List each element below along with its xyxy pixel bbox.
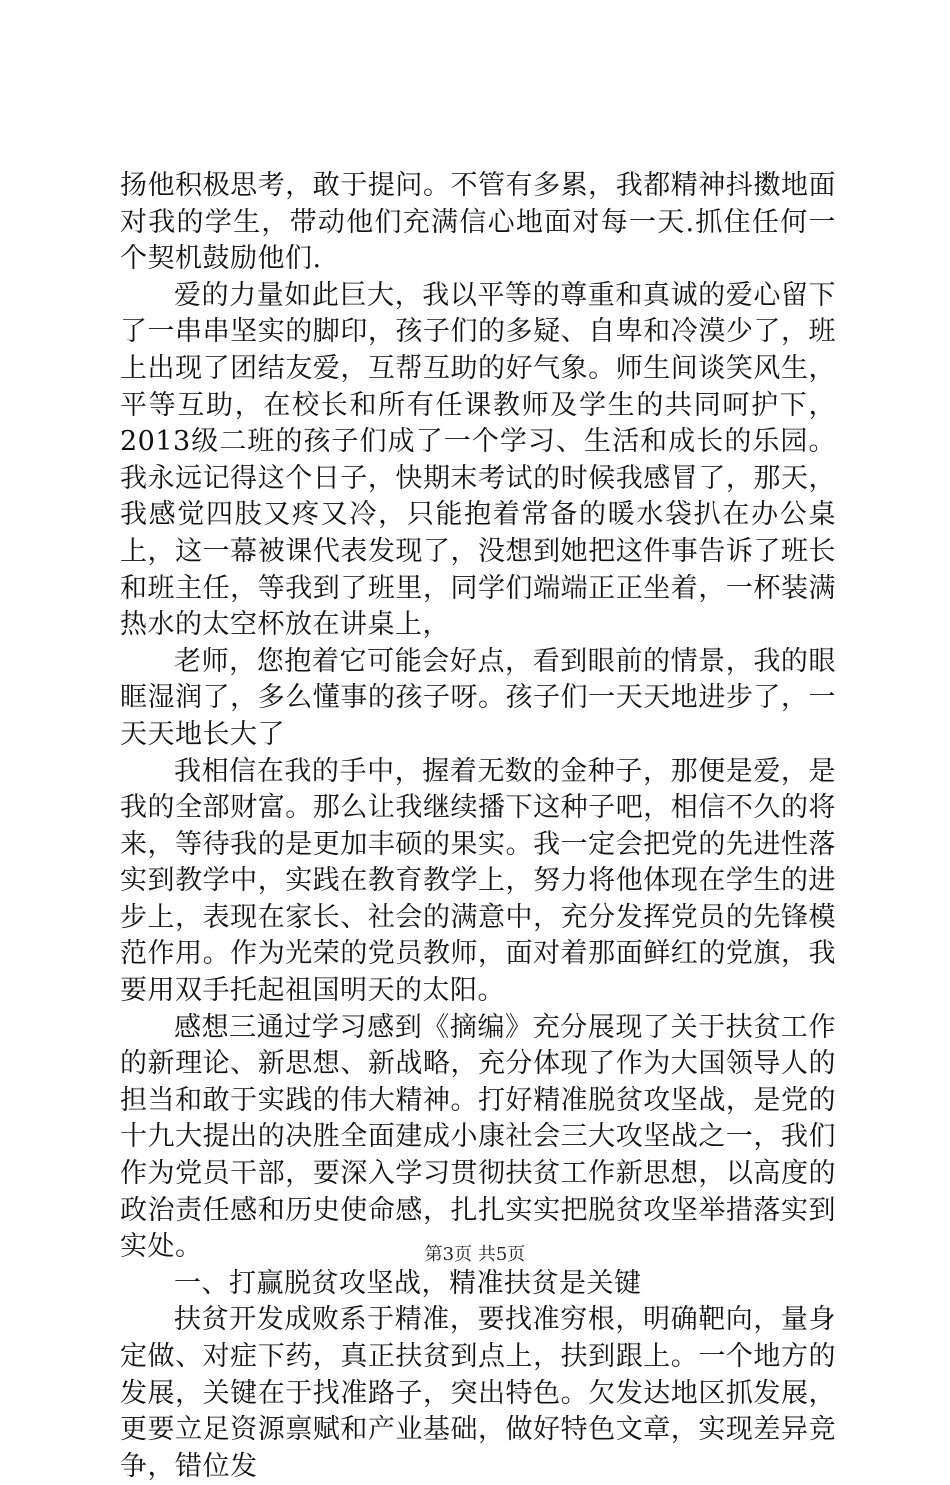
paragraph-teacher-quote: 老师，您抱着它可能会好点，看到眼前的情景，我的眼眶湿润了，多么懂事的孩子呀。孩子们一天天地进步了，一天天地长大了	[120, 645, 836, 750]
page-number-footer: 第3页 共5页	[424, 1244, 526, 1265]
document-body	[120, 168, 836, 1485]
section-heading: 一、打赢脱贫攻坚战，精准扶贫是关键	[174, 1267, 642, 1299]
paragraph-continued: 扬他积极思考，敢于提问。不管有多累，我都精神抖擞地面对我的学生，带动他们充满信心地面对每一天.抓住任何一个契机鼓励他们.	[120, 170, 836, 275]
paragraph-love-power: 爱的力量如此巨大，我以平等的尊重和真诚的爱心留下了一串串坚实的脚印，孩子们的多疑、自卑和冷漠少了，班上出现了团结友爱，互帮互助的好气象。师生间谈笑风生，平等互助，在校长和所有任课教师及学生的共同呵护下，2013级二班的孩子们成了一个学习、生活和成长的乐园。我永远记得这个日子，快期末考试的时候我感冒了，那天，我感觉四肢又疼又冷，只能抱着常备的暖水袋扒在办公桌上，这一幕被课代表发现了，没想到她把这件事告诉了班长和班主任，等我到了班里，同学们端端正正坐着，一杯装满热水的太空杯放在讲桌上，	[120, 279, 836, 641]
paragraph-golden-seeds: 我相信在我的手中，握着无数的金种子，那便是爱，是我的全部财富。那么让我继续播下这种子吧，相信不久的将来，等待我的是更加丰硕的果实。我一定会把党的先进性落实到教学中，实践在教育教学上，努力将他体现在学生的进步上，表现在家长、社会的满意中，充分发挥党员的先锋模范作用。作为光荣的党员教师，面对着那面鲜红的党旗，我要用双手托起祖国明天的太阳。	[120, 755, 836, 1007]
paragraph-poverty-alleviation: 扶贫开发成败系于精准，要找准穷根，明确靶向，量身定做、对症下药，真正扶贫到点上，扶到跟上。一个地方的发展，关键在于找准路子，突出特色。欠发达地区抓发展，更要立足资源禀赋和产业基础，做好特色文章，实现差异竞争，错位发	[120, 1304, 836, 1482]
paragraph-reflection-three: 感想三通过学习感到《摘编》充分展现了关于扶贫工作的新理论、新思想、新战略，充分体现了作为大国领导人的担当和敢于实践的伟大精神。打好精准脱贫攻坚战，是党的十九大提出的决胜全面建成小康社会三大攻坚战之一，我们作为党员干部，要深入学习贯彻扶贫工作新思想，以高度的政治责任感和历史使命感，扎扎实实把脱贫攻坚举措落实到实处。	[120, 1011, 836, 1263]
